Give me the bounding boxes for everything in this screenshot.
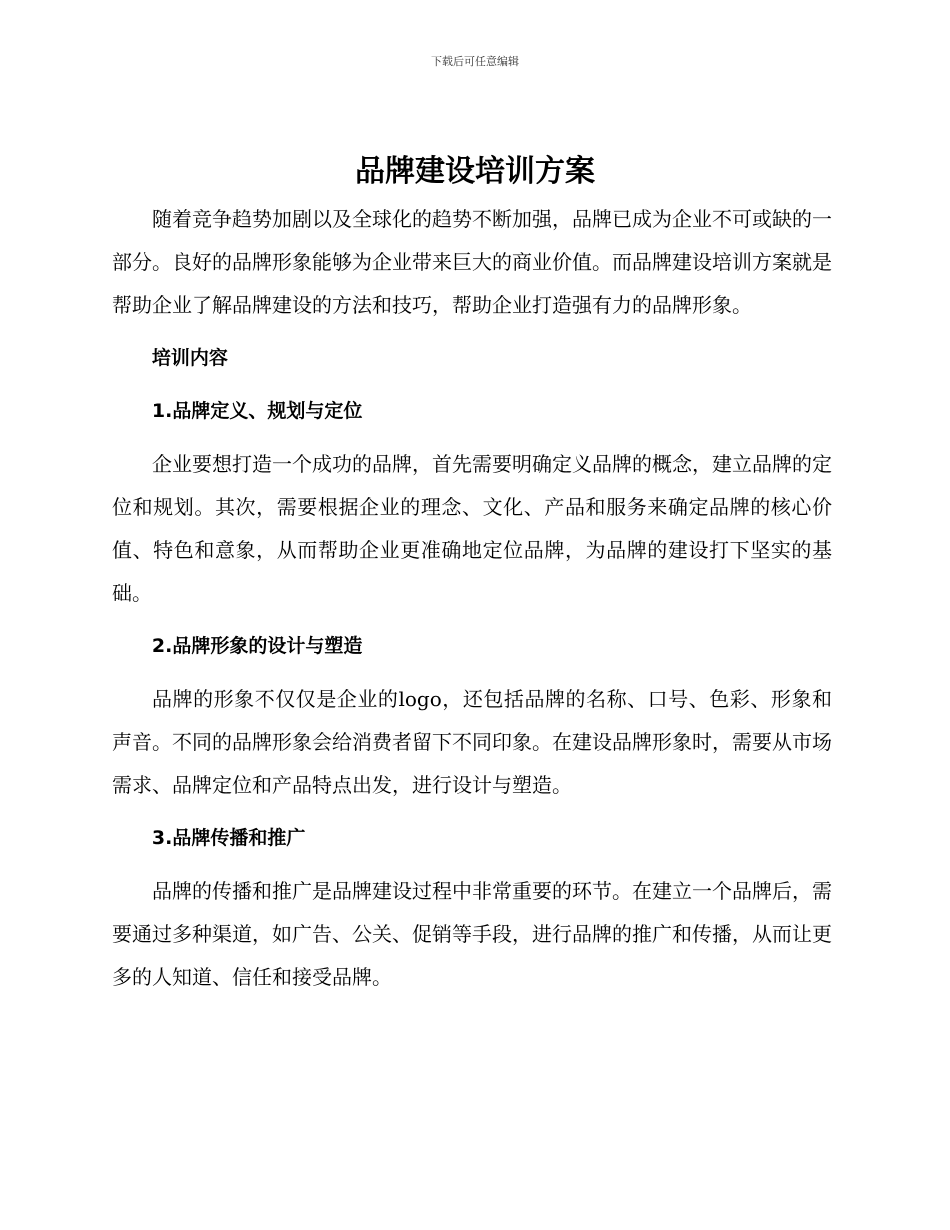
section-3-paragraph: 品牌的传播和推广是品牌建设过程中非常重要的环节。在建立一个品牌后，需要通过多种渠道，如广告、公关、促销等手段，进行品牌的推广和传播，从而让更多的人知道、信任和接受品牌。 [112,879,832,989]
section-1-paragraph: 企业要想打造一个成功的品牌，首先需要明确定义品牌的概念，建立品牌的定位和规划。其次，需要根据企业的理念、文化、产品和服务来确定品牌的核心价值、特色和意象，从而帮助企业更准确地定位品牌，为品牌的建设打下坚实的基础。 [112,452,832,605]
section-3-heading: 3.品牌传播和推广 [151,827,306,849]
page-header-note: 下载后可任意编辑 [431,55,519,68]
section-2-paragraph: 品牌的形象不仅仅是企业的logo，还包括品牌的名称、口号、色彩、形象和声音。不同的品牌形象会给消费者留下不同印象。在建设品牌形象时，需要从市场需求、品牌定位和产品特点出发，进行设计与塑造。 [112,687,832,797]
intro-paragraph: 随着竞争趋势加剧以及全球化的趋势不断加强，品牌已成为企业不可或缺的一部分。良好的品牌形象能够为企业带来巨大的商业价值。而品牌建设培训方案就是帮助企业了解品牌建设的方法和技巧，帮助企业打造强有力的品牌形象。 [112,207,832,317]
section-heading-training-content: 培训内容 [151,347,228,369]
document-title: 品牌建设培训方案 [355,154,595,189]
section-2-heading: 2.品牌形象的设计与塑造 [151,635,363,657]
document-body [112,198,832,999]
section-1-heading: 1.品牌定义、规划与定位 [151,400,363,422]
